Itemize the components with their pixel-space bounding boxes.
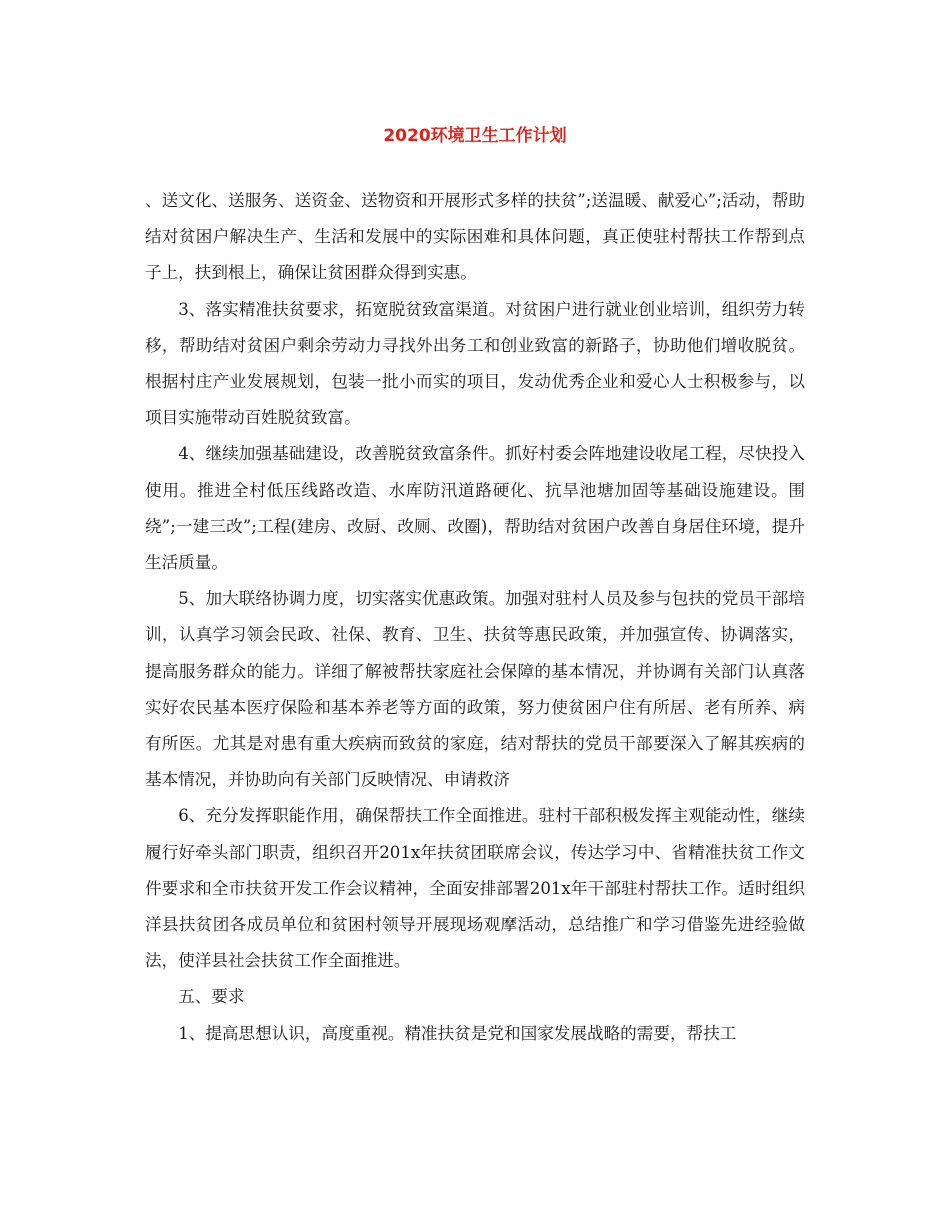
paragraph-2: 3、落实精准扶贫要求，拓宽脱贫致富渠道。对贫困户进行就业创业培训，组织劳力转移，帮助结对贫困户剩余劳动力寻找外出务工和创业致富的新路子，协助他们增收脱贫。根据村庄产业发展规划，包装一批小而实的项目，发动优秀企业和爱心人士积极参与，以项目实施带动百姓脱贫致富。 bbox=[145, 299, 805, 428]
document-body bbox=[145, 183, 805, 1052]
paragraph-6: 1、提高思想认识，高度重视。精准扶贫是党和国家发展战略的需要，帮扶工 bbox=[178, 1023, 737, 1043]
paragraph-3: 4、继续加强基础建设，改善脱贫致富条件。抓好村委会阵地建设收尾工程，尽快投入使用。推进全村低压线路改造、水库防汛道路硬化、抗旱池塘加固等基础设施建设。围绕”;一建三改”;工程(建房、改厨、改厕、改圈)，帮助结对贫困户改善自身居住环境，提升生活质量。 bbox=[145, 444, 805, 573]
paragraph-5: 6、充分发挥职能作用，确保帮扶工作全面推进。驻村干部积极发挥主观能动性，继续履行好牵头部门职责，组织召开201x年扶贫团联席会议，传达学习中、省精准扶贫工作文件要求和全市扶贫开发工作会议精神，全面安排部署201x年干部驻村帮扶工作。适时组织洋县扶贫团各成员单位和贫困村领导开展现场观摩活动，总结推广和学习借鉴先进经验做法，使洋县社会扶贫工作全面推进。 bbox=[145, 806, 805, 971]
paragraph-4: 5、加大联络协调力度，切实落实优惠政策。加强对驻村人员及参与包扶的党员干部培训，认真学习领会民政、社保、教育、卫生、扶贫等惠民政策，并加强宣传、协调落实，提高服务群众的能力。详细了解被帮扶家庭社会保障的基本情况，并协调有关部门认真落实好农民基本医疗保险和基本养老等方面的政策，努力使贫困户住有所居、老有所养、病有所医。尤其是对患有重大疾病而致贫的家庭，结对帮扶的党员干部要深入了解其疾病的基本情况，并协助向有关部门反映情况、申请救济 bbox=[145, 589, 805, 790]
document-title: 2020环境卫生工作计划 bbox=[383, 126, 567, 146]
section-heading-requirements: 五、要求 bbox=[178, 987, 245, 1007]
paragraph-1: 、送文化、送服务、送资金、送物资和开展形式多样的扶贫”;送温暖、献爱心”;活动，帮助结对贫困户解决生产、生活和发展中的实际困难和具体问题，真正使驻村帮扶工作帮到点子上，扶到根上，确保让贫困群众得到实惠。 bbox=[145, 191, 805, 283]
